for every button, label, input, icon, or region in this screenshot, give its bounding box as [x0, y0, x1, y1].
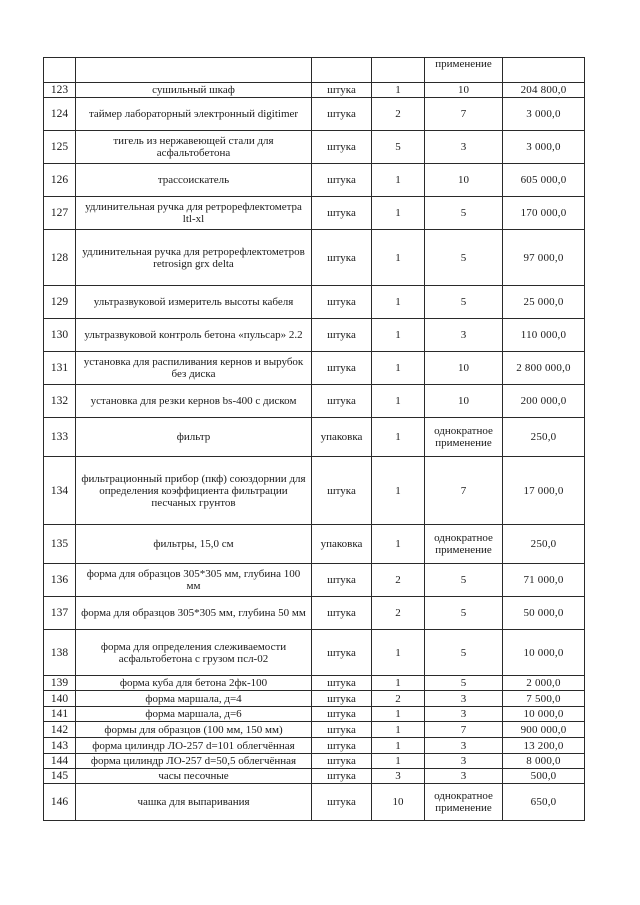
cell-price: 900 000,0 — [503, 722, 585, 738]
cell-price: 250,0 — [503, 525, 585, 564]
cell-name: сушильный шкаф — [76, 83, 312, 98]
cell-name: удлинительная ручка для ретрорефлектометра ltl-xl — [76, 197, 312, 230]
cell-price: 3 000,0 — [503, 98, 585, 131]
cell-price: 2 000,0 — [503, 676, 585, 691]
cell-quantity: 5 — [372, 131, 425, 164]
cell-name — [76, 58, 312, 83]
cell-number: 142 — [44, 722, 76, 738]
cell-unit: штука — [312, 319, 372, 352]
cell-lifespan: 10 — [425, 164, 503, 197]
table-row — [44, 230, 585, 286]
cell-number: 131 — [44, 352, 76, 385]
cell-price: 110 000,0 — [503, 319, 585, 352]
cell-number — [44, 58, 76, 83]
cell-price: 13 200,0 — [503, 738, 585, 754]
cell-name: форма для определения слеживаемости асфальтобетона с грузом псл-02 — [76, 630, 312, 676]
cell-unit: штука — [312, 738, 372, 754]
cell-quantity: 2 — [372, 98, 425, 131]
table-row — [44, 83, 585, 98]
cell-price: 10 000,0 — [503, 630, 585, 676]
cell-lifespan: 3 — [425, 691, 503, 707]
cell-lifespan: 5 — [425, 564, 503, 597]
cell-name: установка для резки кернов bs-400 с диском — [76, 385, 312, 418]
cell-quantity: 2 — [372, 691, 425, 707]
cell-unit: штука — [312, 286, 372, 319]
cell-price: 10 000,0 — [503, 707, 585, 722]
cell-name: ультразвуковой контроль бетона «пульсар» 2.2 — [76, 319, 312, 352]
cell-lifespan: 10 — [425, 83, 503, 98]
table-row — [44, 707, 585, 722]
cell-price: 2 800 000,0 — [503, 352, 585, 385]
cell-quantity: 1 — [372, 352, 425, 385]
cell-quantity: 10 — [372, 784, 425, 821]
cell-number: 137 — [44, 597, 76, 630]
cell-unit: штука — [312, 83, 372, 98]
cell-name: форма цилиндр ЛО-257 d=50,5 облегчённая — [76, 754, 312, 769]
cell-name: форма маршала, д=4 — [76, 691, 312, 707]
cell-number: 132 — [44, 385, 76, 418]
cell-number: 126 — [44, 164, 76, 197]
cell-unit: штука — [312, 564, 372, 597]
cell-lifespan: 3 — [425, 754, 503, 769]
cell-quantity: 1 — [372, 83, 425, 98]
cell-price: 50 000,0 — [503, 597, 585, 630]
cell-name: форма для образцов 305*305 мм, глубина 50 мм — [76, 597, 312, 630]
cell-number: 140 — [44, 691, 76, 707]
cell-name: форма маршала, д=6 — [76, 707, 312, 722]
cell-name: форма куба для бетона 2фк-100 — [76, 676, 312, 691]
table-row — [44, 754, 585, 769]
cell-lifespan: однократное применение — [425, 418, 503, 457]
cell-number: 136 — [44, 564, 76, 597]
cell-quantity: 1 — [372, 286, 425, 319]
cell-price — [503, 58, 585, 83]
cell-quantity: 2 — [372, 597, 425, 630]
cell-name: трассоискатель — [76, 164, 312, 197]
cell-lifespan: 7 — [425, 722, 503, 738]
cell-quantity: 1 — [372, 738, 425, 754]
cell-quantity: 1 — [372, 722, 425, 738]
cell-number: 138 — [44, 630, 76, 676]
cell-quantity: 1 — [372, 164, 425, 197]
cell-unit: упаковка — [312, 418, 372, 457]
table-row — [44, 164, 585, 197]
cell-lifespan: 5 — [425, 630, 503, 676]
continued-row — [44, 58, 585, 83]
cell-lifespan: 3 — [425, 131, 503, 164]
table-row — [44, 564, 585, 597]
table-row — [44, 722, 585, 738]
cell-number: 143 — [44, 738, 76, 754]
cell-price: 71 000,0 — [503, 564, 585, 597]
table-row — [44, 418, 585, 457]
cell-unit: штука — [312, 164, 372, 197]
table-row — [44, 286, 585, 319]
cell-quantity: 1 — [372, 197, 425, 230]
table-row — [44, 385, 585, 418]
table-row — [44, 352, 585, 385]
cell-quantity: 1 — [372, 630, 425, 676]
table-row — [44, 630, 585, 676]
table-body — [44, 58, 585, 821]
cell-lifespan: 3 — [425, 769, 503, 784]
cell-quantity: 1 — [372, 525, 425, 564]
cell-lifespan: 5 — [425, 197, 503, 230]
cell-quantity: 1 — [372, 230, 425, 286]
cell-quantity: 1 — [372, 676, 425, 691]
cell-price: 605 000,0 — [503, 164, 585, 197]
cell-quantity — [372, 58, 425, 83]
cell-quantity: 3 — [372, 769, 425, 784]
cell-price: 250,0 — [503, 418, 585, 457]
table-row — [44, 784, 585, 821]
cell-unit: штука — [312, 352, 372, 385]
cell-number: 128 — [44, 230, 76, 286]
cell-price: 204 800,0 — [503, 83, 585, 98]
cell-unit: штука — [312, 754, 372, 769]
cell-unit: штука — [312, 98, 372, 131]
cell-name: чашка для выпаривания — [76, 784, 312, 821]
table-row — [44, 691, 585, 707]
cell-name: фильтры, 15,0 см — [76, 525, 312, 564]
cell-quantity: 1 — [372, 754, 425, 769]
cell-unit: штука — [312, 230, 372, 286]
cell-unit: штука — [312, 197, 372, 230]
cell-name: формы для образцов (100 мм, 150 мм) — [76, 722, 312, 738]
equipment-table — [43, 57, 585, 821]
cell-quantity: 2 — [372, 564, 425, 597]
cell-unit: штука — [312, 691, 372, 707]
cell-name: тигель из нержавеющей стали для асфальтобетона — [76, 131, 312, 164]
cell-price: 500,0 — [503, 769, 585, 784]
cell-quantity: 1 — [372, 418, 425, 457]
cell-unit: штука — [312, 707, 372, 722]
table-row — [44, 597, 585, 630]
table-row — [44, 131, 585, 164]
cell-price: 8 000,0 — [503, 754, 585, 769]
cell-price: 17 000,0 — [503, 457, 585, 525]
cell-number: 135 — [44, 525, 76, 564]
table-row — [44, 738, 585, 754]
cell-unit: штука — [312, 385, 372, 418]
table-row — [44, 525, 585, 564]
cell-name: фильтрационный прибор (пкф) союздорнии для определения коэффициента фильтрации песчаных грунтов — [76, 457, 312, 525]
table-row — [44, 457, 585, 525]
cell-lifespan: 5 — [425, 230, 503, 286]
cell-lifespan: 7 — [425, 98, 503, 131]
cell-number: 130 — [44, 319, 76, 352]
cell-lifespan: 5 — [425, 676, 503, 691]
cell-number: 144 — [44, 754, 76, 769]
table-row — [44, 676, 585, 691]
cell-number: 125 — [44, 131, 76, 164]
cell-lifespan: 7 — [425, 457, 503, 525]
cell-name: часы песочные — [76, 769, 312, 784]
cell-price: 170 000,0 — [503, 197, 585, 230]
cell-lifespan: 5 — [425, 286, 503, 319]
cell-number: 123 — [44, 83, 76, 98]
cell-lifespan: 3 — [425, 738, 503, 754]
cell-lifespan: однократное применение — [425, 525, 503, 564]
cell-name: ультразвуковой измеритель высоты кабеля — [76, 286, 312, 319]
cell-quantity: 1 — [372, 385, 425, 418]
cell-number: 133 — [44, 418, 76, 457]
cell-name: форма для образцов 305*305 мм, глубина 100 мм — [76, 564, 312, 597]
cell-number: 129 — [44, 286, 76, 319]
cell-name: форма цилиндр ЛО-257 d=101 облегчённая — [76, 738, 312, 754]
cell-lifespan: 3 — [425, 319, 503, 352]
cell-price: 97 000,0 — [503, 230, 585, 286]
cell-lifespan: применение — [425, 58, 503, 83]
cell-unit: штука — [312, 784, 372, 821]
cell-number: 145 — [44, 769, 76, 784]
cell-lifespan: 5 — [425, 597, 503, 630]
table-row — [44, 98, 585, 131]
cell-unit: штука — [312, 676, 372, 691]
cell-number: 134 — [44, 457, 76, 525]
cell-number: 124 — [44, 98, 76, 131]
cell-lifespan: 3 — [425, 707, 503, 722]
cell-unit: штука — [312, 597, 372, 630]
cell-quantity: 1 — [372, 707, 425, 722]
cell-quantity: 1 — [372, 319, 425, 352]
cell-price: 7 500,0 — [503, 691, 585, 707]
cell-unit — [312, 58, 372, 83]
cell-price: 650,0 — [503, 784, 585, 821]
cell-name: таймер лабораторный электронный digitimer — [76, 98, 312, 131]
table-row — [44, 197, 585, 230]
cell-unit: штука — [312, 131, 372, 164]
cell-name: фильтр — [76, 418, 312, 457]
cell-lifespan: 10 — [425, 352, 503, 385]
cell-unit: упаковка — [312, 525, 372, 564]
cell-unit: штука — [312, 630, 372, 676]
cell-price: 25 000,0 — [503, 286, 585, 319]
cell-quantity: 1 — [372, 457, 425, 525]
cell-lifespan: 10 — [425, 385, 503, 418]
cell-price: 3 000,0 — [503, 131, 585, 164]
cell-unit: штука — [312, 722, 372, 738]
cell-number: 146 — [44, 784, 76, 821]
cell-price: 200 000,0 — [503, 385, 585, 418]
table-row — [44, 319, 585, 352]
cell-number: 139 — [44, 676, 76, 691]
cell-unit: штука — [312, 457, 372, 525]
cell-lifespan: однократное применение — [425, 784, 503, 821]
cell-name: установка для распиливания кернов и вырубок без диска — [76, 352, 312, 385]
cell-unit: штука — [312, 769, 372, 784]
cell-number: 141 — [44, 707, 76, 722]
table-row — [44, 769, 585, 784]
cell-number: 127 — [44, 197, 76, 230]
cell-name: удлинительная ручка для ретрорефлектометров retrosign grx delta — [76, 230, 312, 286]
